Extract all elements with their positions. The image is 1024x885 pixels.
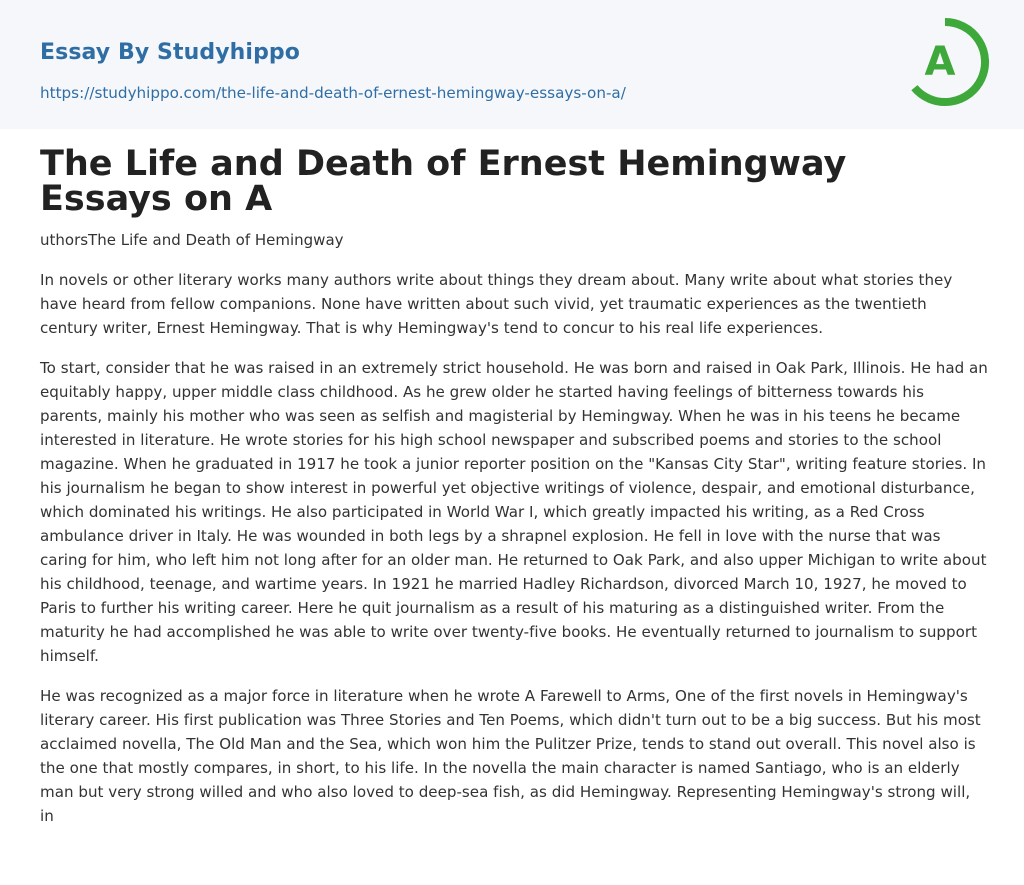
essay-paragraph-2: To start, consider that he was raised in an extremely strict household. He was born and raised in Oak Park, Illinois. He had an equitably happy, upper middle class childhood. As he grew older he started having feelings of bitterness towards his parents, mainly his mother who was seen as selfish and magisterial by Hemingway. When he was in his teens he became interested in literature. He wrote stories for his high school newspaper and subscribed poems and stories to the school magazine. When he graduated in 1917 he took a junior reporter position on the "Kansas City Star", writing feature stories. In his journalism he began to show interest in powerful yet objective writings of violence, despair, and emotional disturbance, which dominated his writings. He also participated in World War I, which greatly impacted his writing, as a Red Cross ambulance driver in Italy. He was wounded in both legs by a shrapnel explosion. He fell in love with the nurse that was caring for him, who left him not long after for an older man. He returned to Oak Park, and also upper Michigan to write about his childhood, teenage, and wartime years. In 1921 he married Hadley Richardson, divorced March 10, 1927, he moved to Paris to further his writing career. Here he quit journalism as a result of his maturing as a distinguished writer. From the maturity he had accomplished he was able to write over twenty-five books. He eventually returned to journalism to support himself.: [40, 359, 988, 665]
studyhippo-logo-icon[interactable]: [900, 17, 990, 107]
essay-paragraph-1: In novels or other literary works many authors write about things they dream about. Many write about what stories they have heard from fellow companions. None have written about such vivid, yet traumatic experiences as the twentieth century writer, Ernest Hemingway. That is why Hemingway's tend to concur to his real life experiences.: [40, 271, 953, 337]
essay-subtitle: uthorsThe Life and Death of Hemingway: [40, 231, 344, 249]
site-header: [0, 0, 1024, 129]
logo-letter: A: [924, 39, 956, 85]
site-brand[interactable]: Essay By Studyhippo: [40, 40, 300, 65]
essay-body: [40, 268, 988, 844]
essay-url-link[interactable]: https://studyhippo.com/the-life-and-death-of-ernest-hemingway-essays-on-a/: [40, 84, 626, 102]
page-title: The Life and Death of Ernest Hemingway Essays on A: [40, 144, 847, 219]
essay-paragraph-3: He was recognized as a major force in literature when he wrote A Farewell to Arms, One of the first novels in Hemingway's literary career. His first publication was Three Stories and Ten Poems, which didn't turn out to be a big success. But his most acclaimed novella, The Old Man and the Sea, which won him the Pulitzer Prize, tends to stand out overall. This novel also is the one that mostly compares, in short, to his life. In the novella the main character is named Santiago, who is an elderly man but very strong willed and who also loved to deep-sea fish, as did Hemingway. Representing Hemingway's strong will, in: [40, 687, 981, 825]
